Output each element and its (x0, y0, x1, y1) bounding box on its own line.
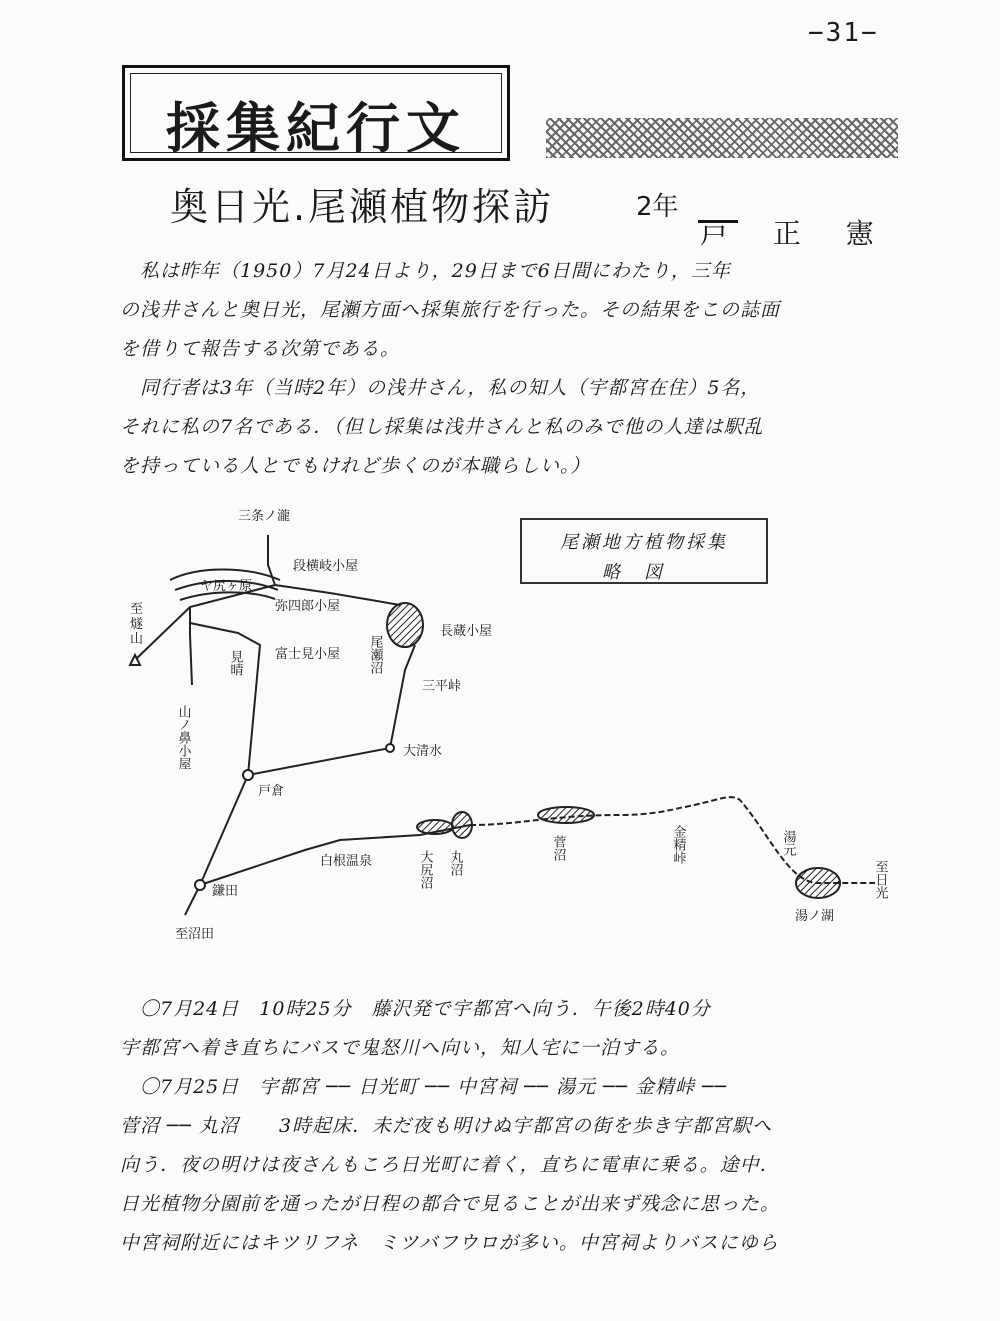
text-line: の浅井さんと奥日光，尾瀬方面へ採集旅行を行った。その結果をこの誌面 (120, 299, 781, 321)
route-line (190, 607, 192, 685)
text-line: 〇7月25日 宇都宮 ── 日光町 ── 中宮祠 ── 湯元 ── 金精峠 ── (140, 1076, 728, 1098)
ozenuma-lake (387, 603, 423, 647)
map-label: 至沼田 (175, 927, 215, 942)
map-label: 丸沼 (447, 850, 463, 876)
page-number: −31− (808, 18, 879, 48)
text-line: 同行者は3年（当時2年）の浅井さん，私の知人（宇都宮在住）5名， (140, 377, 761, 399)
text-line: 向う．夜の明けは夜さんもころ日光町に着く，直ちに電車に乗る。途中． (120, 1154, 780, 1176)
map-label: 尾瀬沼 (367, 635, 383, 674)
author-name: 戸 正 憲 (700, 217, 892, 250)
route-line (248, 645, 415, 775)
maru-lake (452, 812, 472, 838)
decorative-hatch-band (546, 118, 898, 158)
suge-lake (538, 807, 594, 823)
map-label: 弥四郎小屋 (275, 599, 341, 614)
text-line: 日光植物分園前を通ったが日程の都合で見ることが出来ず残念に思った。 (120, 1193, 781, 1215)
diary-july-25 (120, 1068, 905, 1263)
map-label: 三平峠 (422, 679, 462, 694)
map-label: 至 (130, 602, 144, 617)
map-label: 長蔵小屋 (440, 624, 493, 639)
yunoko-lake (796, 868, 840, 898)
map-label: 段横岐小屋 (293, 559, 359, 574)
map-label: 至日光 (872, 860, 888, 899)
text-line: 〇7月24日 10時25分 藤沢発で宇都宮へ向う．午後2時40分 (140, 998, 711, 1020)
map-label: 見晴 (227, 650, 243, 676)
map-legend-title: 尾瀬地方植物採集 (560, 532, 728, 553)
text-line: 宇都宮へ着き直ちにバスで鬼怒川へ向い，知人宅に一泊する。 (120, 1037, 681, 1059)
route-line (185, 623, 260, 915)
map-label: 三条ノ瀧 (238, 509, 291, 524)
article-title: 奥日光.尾瀬植物探訪 (170, 185, 555, 229)
text-line: 私は昨年（1950）7月24日より，29日まで6日間にわたり，三年 (140, 260, 731, 282)
ojiri-lake (417, 820, 453, 834)
text-line: 中宮祠附近にはキツリフネ ミツバフウロが多い。中宮祠よりバスにゆら (120, 1232, 779, 1254)
map-label: 大清水 (403, 744, 443, 759)
station-marker (195, 880, 205, 890)
map-label: 山ノ鼻小屋 (175, 705, 191, 770)
route-map (100, 495, 910, 955)
text-line: 菅沼 ── 丸沼 3時起床．未だ夜も明けぬ宇都宮の街を歩き宇都宮駅へ (120, 1115, 773, 1137)
map-label: 湯元 (780, 830, 796, 856)
intro-paragraph (120, 252, 905, 369)
map-label: 白根温泉 (320, 854, 373, 869)
map-legend-subtitle: 略図 (602, 562, 686, 583)
map-label: ヤ尻ヶ原 (200, 579, 253, 594)
text-line: それに私の7名である．（但し採集は浅井さんと私のみで他の人達は駅乱 (120, 416, 764, 438)
station-marker (386, 744, 394, 752)
section-title-box (122, 65, 510, 161)
section-title: 採集紀行文 (166, 97, 466, 160)
map-label: 菅沼 (550, 835, 566, 861)
map-label: 戸倉 (258, 784, 285, 799)
companions-paragraph (120, 369, 905, 486)
map-label: 金精峠 (670, 825, 686, 864)
text-line: を借りて報告する次第である。 (120, 338, 401, 360)
map-label: 鎌田 (212, 884, 239, 899)
map-label: 富士見小屋 (275, 647, 341, 662)
map-label: 燧 (130, 617, 144, 632)
map-label: 山 (130, 632, 144, 647)
map-label: 湯ノ湖 (795, 909, 835, 924)
author-grade: 2年 (636, 192, 679, 222)
text-line: を持っている人とでもけれど歩くのが本職らしい。） (120, 455, 591, 477)
station-marker (243, 770, 253, 780)
map-label: 大尻沼 (417, 850, 433, 889)
diary-july-24 (120, 990, 905, 1068)
